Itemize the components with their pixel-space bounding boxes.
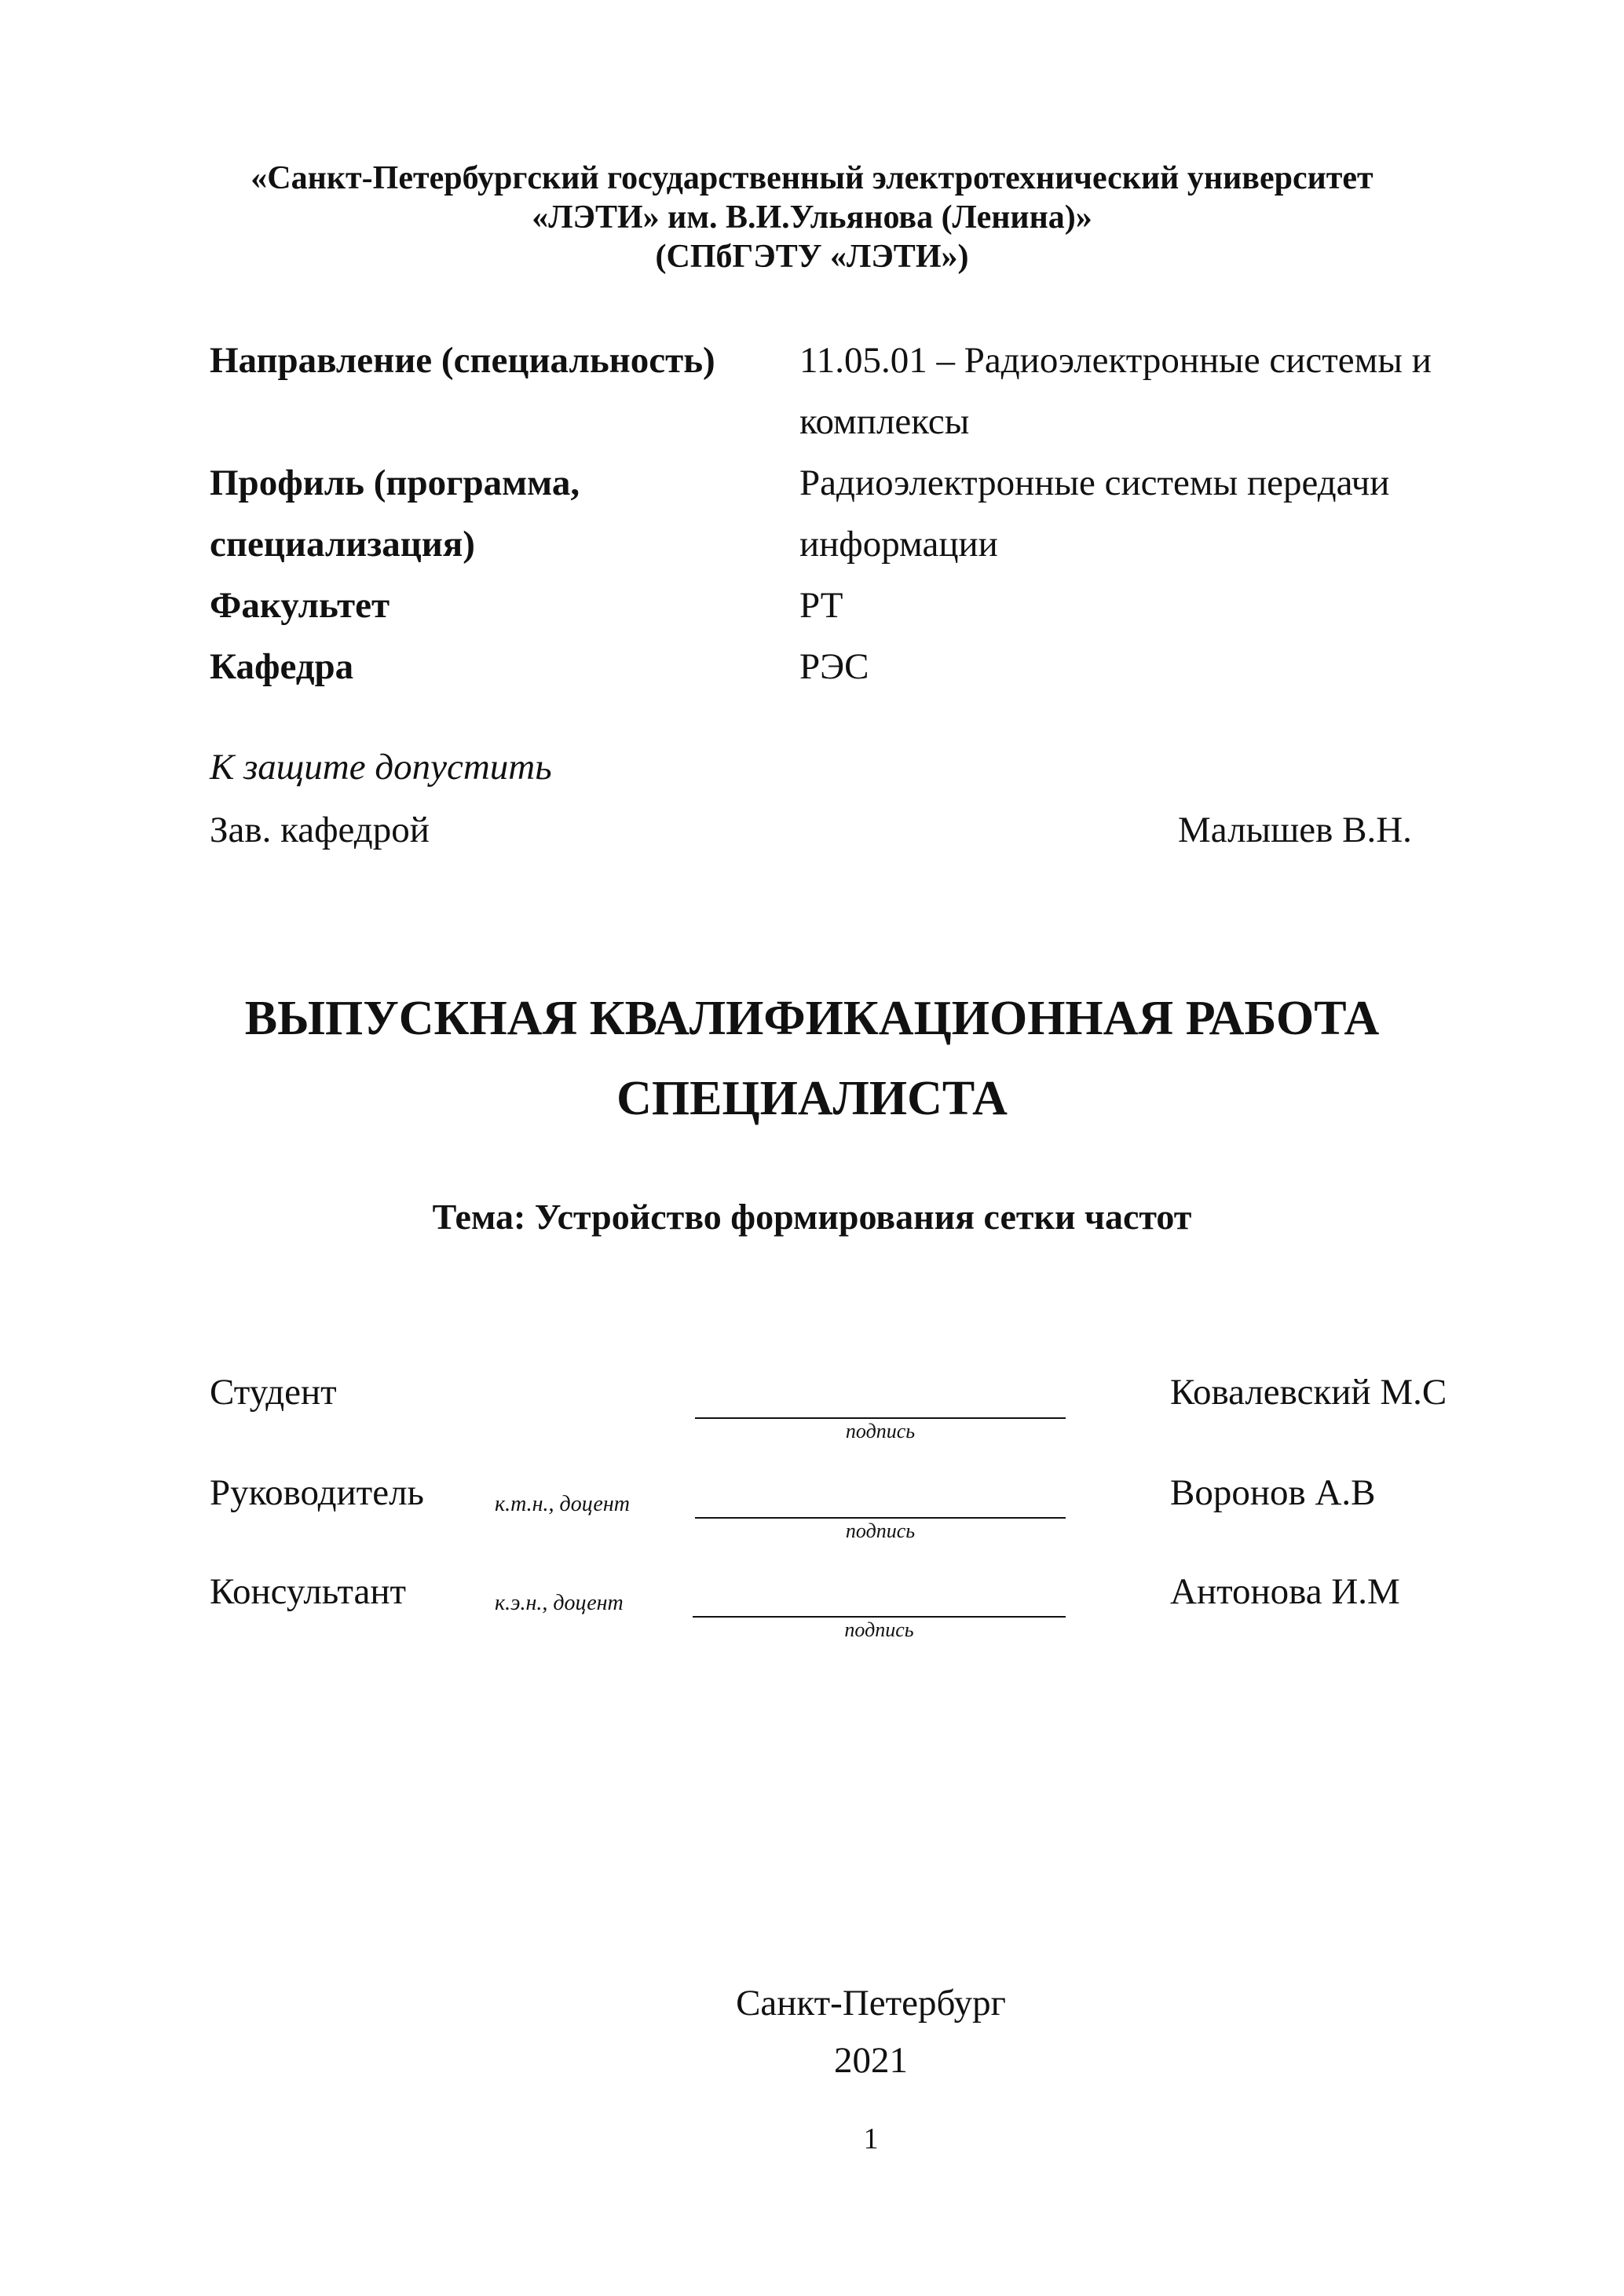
direction-label: Направление (специальность) [210,340,715,381]
consultant-degree: к.э.н., доцент [495,1591,624,1615]
role-supervisor: Руководитель [210,1472,424,1513]
university-name-line2: «ЛЭТИ» им. В.И.Ульянова (Ленина)» [532,199,1092,236]
student-signature-caption: подпись [845,1420,916,1442]
supervisor-degree: к.т.н., доцент [495,1492,630,1516]
page-number: 1 [863,2122,879,2155]
head-of-department-label: Зав. кафедрой [210,810,430,850]
supervisor-signature-line [695,1517,1066,1519]
supervisor-name: Воронов А.В [1170,1472,1376,1513]
student-name: Ковалевский М.С [1170,1372,1447,1413]
profile-value-line2: информации [799,524,998,565]
profile-value-line1: Радиоэлектронные системы передачи [799,462,1390,503]
faculty-label: Факультет [210,585,390,626]
document-title-line1: ВЫПУСКНАЯ КВАЛИФИКАЦИОННАЯ РАБОТА [244,992,1380,1045]
head-of-department-name: Малышев В.Н. [1178,810,1412,850]
consultant-signature-caption: подпись [844,1618,914,1641]
profile-label-line2: специализация) [210,524,475,565]
consultant-name: Антонова И.М [1170,1571,1400,1612]
faculty-value: РТ [799,585,843,626]
direction-value-line2: комплексы [799,401,970,442]
supervisor-signature-caption: подпись [845,1519,916,1542]
consultant-signature-line [693,1616,1066,1618]
department-label: Кафедра [210,646,354,687]
university-abbrev: (СПбГЭТУ «ЛЭТИ») [655,239,969,275]
admit-to-defense: К защите допустить [210,747,552,788]
thesis-theme: Тема: Устройство формирования сетки частот [432,1197,1192,1237]
year: 2021 [834,2040,908,2081]
department-value: РЭС [799,646,869,687]
document-title-line2: СПЕЦИАЛИСТА [616,1072,1008,1125]
role-consultant: Консультант [210,1571,407,1612]
role-student: Студент [210,1372,337,1413]
city: Санкт-Петербург [736,1983,1006,2024]
student-signature-line [695,1417,1066,1419]
direction-value-line1: 11.05.01 – Радиоэлектронные системы и [799,340,1432,381]
profile-label-line1: Профиль (программа, [210,462,580,503]
university-name-line1: «Санкт-Петербургский государственный электротехнический университет [251,160,1373,196]
